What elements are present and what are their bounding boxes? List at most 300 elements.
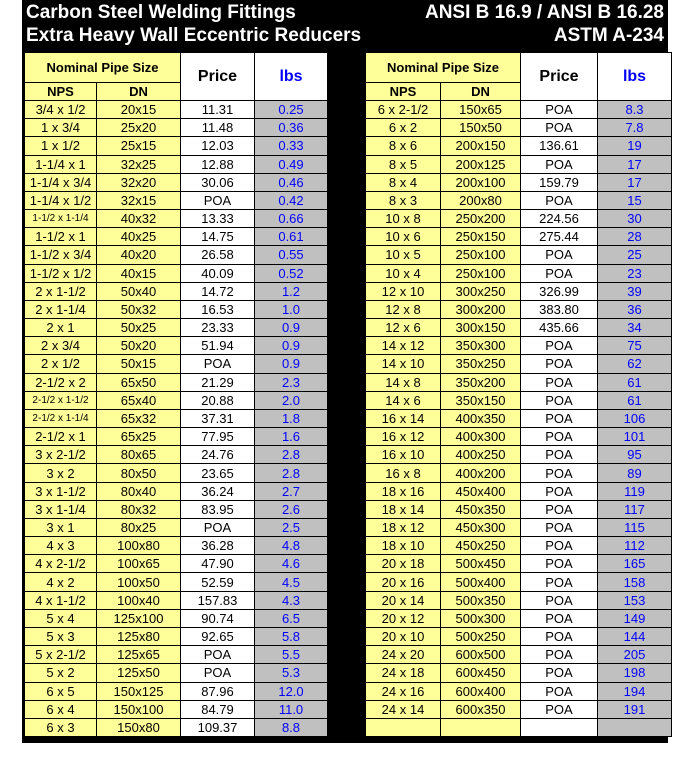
table-row [25, 300, 328, 318]
table-row [25, 409, 328, 427]
nps-cell: 16 x 12 [366, 428, 441, 446]
table-row [25, 464, 328, 482]
table-row [25, 664, 328, 682]
table-row [366, 555, 672, 573]
dn-cell: 40x15 [97, 264, 181, 282]
lbs-cell: 5.8 [255, 627, 328, 645]
nps-cell: 6 x 2 [366, 119, 441, 137]
price-cell: 12.88 [181, 155, 255, 173]
dn-cell: 150x125 [97, 682, 181, 700]
table-row [366, 246, 672, 264]
left-price-table [24, 52, 328, 737]
price-cell: POA [181, 518, 255, 536]
price-cell: 224.56 [521, 210, 598, 228]
lbs-cell: 0.9 [255, 319, 328, 337]
lbs-cell: 7.8 [598, 119, 672, 137]
dn-cell: 500x300 [441, 609, 521, 627]
table-row [366, 155, 672, 173]
table-row [366, 446, 672, 464]
dn-cell: 600x400 [441, 682, 521, 700]
nps-cell: 2-1/2 x 1-1/2 [25, 391, 97, 409]
nps-cell: 24 x 20 [366, 646, 441, 664]
price-cell: 23.65 [181, 464, 255, 482]
lbs-cell: 0.9 [255, 337, 328, 355]
lbs-cell: 144 [598, 627, 672, 645]
dn-cell: 500x350 [441, 591, 521, 609]
price-cell: POA [521, 482, 598, 500]
lbs-cell: 112 [598, 537, 672, 555]
nps-cell: 1 x 1/2 [25, 137, 97, 155]
nps-cell: 20 x 10 [366, 627, 441, 645]
lbs-cell: 8.8 [255, 718, 328, 736]
price-cell: 83.95 [181, 500, 255, 518]
table-row [25, 173, 328, 191]
nps-cell: 10 x 8 [366, 210, 441, 228]
nps-cell: 1-1/2 x 1/2 [25, 264, 97, 282]
nps-cell: 1-1/2 x 1 [25, 228, 97, 246]
price-cell: 30.06 [181, 173, 255, 191]
lbs-cell: 1.2 [255, 282, 328, 300]
nps-cell: 6 x 4 [25, 700, 97, 718]
nps-cell: 2-1/2 x 2 [25, 373, 97, 391]
dn-cell: 250x100 [441, 246, 521, 264]
lbs-cell: 2.3 [255, 373, 328, 391]
dn-cell: 40x25 [97, 228, 181, 246]
lbs-cell: 17 [598, 173, 672, 191]
dn-cell: 50x20 [97, 337, 181, 355]
lbs-cell: 149 [598, 609, 672, 627]
table-row [25, 518, 328, 536]
nps-cell: 8 x 4 [366, 173, 441, 191]
table-row [25, 500, 328, 518]
dn-cell: 600x350 [441, 700, 521, 718]
table-row [366, 228, 672, 246]
dn-cell: 80x65 [97, 446, 181, 464]
price-cell: 157.83 [181, 591, 255, 609]
lbs-cell: 165 [598, 555, 672, 573]
nps-cell: 3 x 1 [25, 518, 97, 536]
lbs-cell: 4.3 [255, 591, 328, 609]
table-row [366, 500, 672, 518]
lbs-cell: 12.0 [255, 682, 328, 700]
table-row [25, 627, 328, 645]
lbs-cell: 61 [598, 373, 672, 391]
dn-cell: 125x80 [97, 627, 181, 645]
price-cell: 90.74 [181, 609, 255, 627]
price-cell: POA [521, 191, 598, 209]
dn-cell: 350x300 [441, 337, 521, 355]
nps-cell: 2 x 1 [25, 319, 97, 337]
nps-cell: 3 x 1-1/2 [25, 482, 97, 500]
nps-cell: 24 x 18 [366, 664, 441, 682]
table-row [366, 337, 672, 355]
dn-cell: 32x15 [97, 191, 181, 209]
nps-cell: 3/4 x 1/2 [25, 101, 97, 119]
dn-cell: 25x15 [97, 137, 181, 155]
dn-cell: 350x200 [441, 373, 521, 391]
nps-cell: 8 x 3 [366, 191, 441, 209]
lbs-cell: 89 [598, 464, 672, 482]
price-cell: POA [181, 191, 255, 209]
price-cell: 36.28 [181, 537, 255, 555]
nps-cell: 1-1/4 x 1/2 [25, 191, 97, 209]
price-cell: 47.90 [181, 555, 255, 573]
dn-cell: 350x250 [441, 355, 521, 373]
nps-cell: 4 x 3 [25, 537, 97, 555]
dn-cell: 300x250 [441, 282, 521, 300]
price-cell: POA [521, 518, 598, 536]
lbs-cell: 198 [598, 664, 672, 682]
dn-cell: 125x50 [97, 664, 181, 682]
lbs-cell: 117 [598, 500, 672, 518]
nps-cell: 2-1/2 x 1-1/4 [25, 409, 97, 427]
dn-cell: 500x400 [441, 573, 521, 591]
dn-cell: 65x40 [97, 391, 181, 409]
lbs-cell: 0.42 [255, 191, 328, 209]
dn-cell: 50x32 [97, 300, 181, 318]
header-bar [22, 0, 668, 48]
table-row [25, 210, 328, 228]
lbs-cell: 2.5 [255, 518, 328, 536]
nps-cell: 24 x 14 [366, 700, 441, 718]
dn-cell: 125x100 [97, 609, 181, 627]
table-row [25, 355, 328, 373]
table-row [25, 391, 328, 409]
price-cell: 24.76 [181, 446, 255, 464]
nps-header: NPS [366, 83, 441, 101]
table-row [366, 627, 672, 645]
dn-cell: 150x65 [441, 101, 521, 119]
lbs-cell: 1.6 [255, 428, 328, 446]
dn-cell: 50x15 [97, 355, 181, 373]
lbs-cell: 30 [598, 210, 672, 228]
lbs-cell: 191 [598, 700, 672, 718]
lbs-cell: 106 [598, 409, 672, 427]
price-cell: POA [521, 682, 598, 700]
nominal-size-header: Nominal Pipe Size [25, 53, 181, 83]
price-cell: POA [521, 591, 598, 609]
lbs-cell: 2.8 [255, 464, 328, 482]
nps-cell: 18 x 16 [366, 482, 441, 500]
nps-header: NPS [25, 83, 97, 101]
table-row [366, 119, 672, 137]
table-row [366, 173, 672, 191]
lbs-cell: 0.25 [255, 101, 328, 119]
dn-cell: 65x50 [97, 373, 181, 391]
lbs-cell: 61 [598, 391, 672, 409]
lbs-header: lbs [255, 53, 328, 101]
nps-cell: 4 x 1-1/2 [25, 591, 97, 609]
lbs-cell: 0.55 [255, 246, 328, 264]
lbs-cell: 115 [598, 518, 672, 536]
lbs-cell: 28 [598, 228, 672, 246]
dn-cell: 600x500 [441, 646, 521, 664]
price-cell: POA [181, 664, 255, 682]
dn-cell: 400x350 [441, 409, 521, 427]
nps-cell: 6 x 3 [25, 718, 97, 736]
dn-cell: 450x250 [441, 537, 521, 555]
price-cell: POA [521, 409, 598, 427]
nps-cell: 12 x 6 [366, 319, 441, 337]
nps-cell: 24 x 16 [366, 682, 441, 700]
lbs-cell: 5.3 [255, 664, 328, 682]
price-cell: POA [521, 609, 598, 627]
dn-cell: 100x80 [97, 537, 181, 555]
lbs-cell: 0.36 [255, 119, 328, 137]
price-cell: 23.33 [181, 319, 255, 337]
table-row [366, 591, 672, 609]
dn-cell: 100x40 [97, 591, 181, 609]
nps-cell: 12 x 8 [366, 300, 441, 318]
price-header: Price [521, 53, 598, 101]
dn-cell: 200x100 [441, 173, 521, 191]
price-cell: POA [181, 355, 255, 373]
nps-cell: 12 x 10 [366, 282, 441, 300]
price-cell: 84.79 [181, 700, 255, 718]
right-price-table [365, 52, 672, 737]
table-row [366, 609, 672, 627]
table-row [25, 591, 328, 609]
lbs-cell: 2.8 [255, 446, 328, 464]
table-row [366, 391, 672, 409]
nps-cell: 14 x 12 [366, 337, 441, 355]
dn-cell: 450x350 [441, 500, 521, 518]
dn-cell: 450x300 [441, 518, 521, 536]
table-row [25, 482, 328, 500]
table-row [366, 282, 672, 300]
lbs-cell: 19 [598, 137, 672, 155]
lbs-cell: 0.46 [255, 173, 328, 191]
nps-cell: 16 x 10 [366, 446, 441, 464]
table-row [25, 446, 328, 464]
lbs-cell: 0.52 [255, 264, 328, 282]
dn-cell: 80x50 [97, 464, 181, 482]
nps-cell: 10 x 4 [366, 264, 441, 282]
nps-cell: 18 x 12 [366, 518, 441, 536]
price-cell: 21.29 [181, 373, 255, 391]
price-cell: POA [521, 246, 598, 264]
dn-cell: 250x100 [441, 264, 521, 282]
dn-cell: 200x80 [441, 191, 521, 209]
table-row [366, 264, 672, 282]
dn-cell: 400x200 [441, 464, 521, 482]
nps-cell: 2 x 1/2 [25, 355, 97, 373]
lbs-cell: 158 [598, 573, 672, 591]
price-cell: 275.44 [521, 228, 598, 246]
table-row [366, 664, 672, 682]
page-subtitle: Extra Heavy Wall Eccentric Reducers [26, 25, 362, 46]
price-cell: 109.37 [181, 718, 255, 736]
table-row [25, 609, 328, 627]
nps-cell: 2 x 1-1/2 [25, 282, 97, 300]
dn-cell: 450x400 [441, 482, 521, 500]
nps-cell: 1-1/2 x 1-1/4 [25, 210, 97, 228]
nominal-size-header: Nominal Pipe Size [366, 53, 521, 83]
nps-cell: 3 x 2 [25, 464, 97, 482]
lbs-cell: 62 [598, 355, 672, 373]
price-cell: 11.31 [181, 101, 255, 119]
dn-cell: 65x25 [97, 428, 181, 446]
table-row [366, 355, 672, 373]
table-row [25, 537, 328, 555]
dn-cell: 400x300 [441, 428, 521, 446]
dn-cell: 250x200 [441, 210, 521, 228]
price-cell: POA [521, 555, 598, 573]
table-row [366, 191, 672, 209]
lbs-cell: 23 [598, 264, 672, 282]
table-row [25, 337, 328, 355]
nps-cell: 10 x 5 [366, 246, 441, 264]
dn-header: DN [441, 83, 521, 101]
table-row [366, 137, 672, 155]
price-cell: 435.66 [521, 319, 598, 337]
price-cell: POA [521, 391, 598, 409]
price-cell: POA [521, 646, 598, 664]
table-row [25, 373, 328, 391]
price-cell: 77.95 [181, 428, 255, 446]
nps-cell: 20 x 14 [366, 591, 441, 609]
nps-cell: 1-1/4 x 1 [25, 155, 97, 173]
lbs-cell: 5.5 [255, 646, 328, 664]
dn-cell: 150x50 [441, 119, 521, 137]
price-cell: POA [521, 101, 598, 119]
lbs-cell: 11.0 [255, 700, 328, 718]
nps-cell: 1-1/2 x 3/4 [25, 246, 97, 264]
lbs-cell: 205 [598, 646, 672, 664]
table-row [25, 319, 328, 337]
astm-label: ASTM A-234 [553, 25, 664, 46]
nps-cell: 20 x 12 [366, 609, 441, 627]
table-row [25, 246, 328, 264]
price-cell: 11.48 [181, 119, 255, 137]
lbs-cell: 0.9 [255, 355, 328, 373]
lbs-cell: 1.0 [255, 300, 328, 318]
price-cell: 326.99 [521, 282, 598, 300]
table-row [25, 101, 328, 119]
table-row [366, 300, 672, 318]
dn-cell: 150x100 [97, 700, 181, 718]
table-row [25, 428, 328, 446]
dn-cell: 200x150 [441, 137, 521, 155]
nps-cell: 6 x 5 [25, 682, 97, 700]
nps-cell: 1-1/4 x 3/4 [25, 173, 97, 191]
price-cell: 136.61 [521, 137, 598, 155]
price-cell: 40.09 [181, 264, 255, 282]
table-row [366, 537, 672, 555]
nps-cell: 5 x 3 [25, 627, 97, 645]
lbs-cell: 153 [598, 591, 672, 609]
table-row [366, 319, 672, 337]
price-cell: POA [521, 373, 598, 391]
table-row [366, 646, 672, 664]
price-cell: POA [521, 355, 598, 373]
nps-cell: 5 x 2 [25, 664, 97, 682]
dn-cell: 500x450 [441, 555, 521, 573]
dn-cell [441, 718, 521, 736]
price-cell: POA [521, 337, 598, 355]
lbs-cell: 39 [598, 282, 672, 300]
price-cell: POA [521, 573, 598, 591]
table-row [25, 700, 328, 718]
nps-cell: 8 x 5 [366, 155, 441, 173]
nps-cell: 3 x 2-1/2 [25, 446, 97, 464]
dn-cell: 80x32 [97, 500, 181, 518]
price-cell: 159.79 [521, 173, 598, 191]
dn-header: DN [97, 83, 181, 101]
table-row [366, 682, 672, 700]
lbs-cell: 6.5 [255, 609, 328, 627]
nps-cell: 18 x 14 [366, 500, 441, 518]
price-cell: 87.96 [181, 682, 255, 700]
nps-cell: 5 x 4 [25, 609, 97, 627]
lbs-cell: 119 [598, 482, 672, 500]
dn-cell: 125x65 [97, 646, 181, 664]
lbs-cell: 17 [598, 155, 672, 173]
nps-cell: 2 x 1-1/4 [25, 300, 97, 318]
price-cell: 36.24 [181, 482, 255, 500]
nps-cell: 20 x 16 [366, 573, 441, 591]
price-cell: 92.65 [181, 627, 255, 645]
price-cell: POA [521, 428, 598, 446]
lbs-cell: 4.6 [255, 555, 328, 573]
price-cell: POA [521, 119, 598, 137]
nps-cell: 18 x 10 [366, 537, 441, 555]
nps-cell: 4 x 2 [25, 573, 97, 591]
table-row [25, 155, 328, 173]
table-row [366, 718, 672, 736]
price-cell: 52.59 [181, 573, 255, 591]
lbs-cell: 101 [598, 428, 672, 446]
dn-cell: 40x32 [97, 210, 181, 228]
nps-cell: 14 x 6 [366, 391, 441, 409]
lbs-cell: 36 [598, 300, 672, 318]
lbs-cell: 2.7 [255, 482, 328, 500]
table-row [25, 718, 328, 736]
lbs-cell: 95 [598, 446, 672, 464]
price-cell: 13.33 [181, 210, 255, 228]
price-cell: 37.31 [181, 409, 255, 427]
lbs-cell: 25 [598, 246, 672, 264]
dn-cell: 100x50 [97, 573, 181, 591]
price-cell: 16.53 [181, 300, 255, 318]
price-cell: POA [521, 700, 598, 718]
dn-cell: 300x200 [441, 300, 521, 318]
table-row [366, 573, 672, 591]
lbs-cell: 4.5 [255, 573, 328, 591]
lbs-cell: 75 [598, 337, 672, 355]
dn-cell: 400x250 [441, 446, 521, 464]
price-cell: 383.80 [521, 300, 598, 318]
nps-cell: 4 x 2-1/2 [25, 555, 97, 573]
dn-cell: 25x20 [97, 119, 181, 137]
nps-cell [366, 718, 441, 736]
lbs-cell: 0.66 [255, 210, 328, 228]
nps-cell: 14 x 10 [366, 355, 441, 373]
price-cell: POA [521, 627, 598, 645]
price-cell: 12.03 [181, 137, 255, 155]
nps-cell: 20 x 18 [366, 555, 441, 573]
table-row [25, 119, 328, 137]
dn-cell: 40x20 [97, 246, 181, 264]
table-row [25, 264, 328, 282]
lbs-cell: 4.8 [255, 537, 328, 555]
price-cell: 51.94 [181, 337, 255, 355]
nps-cell: 8 x 6 [366, 137, 441, 155]
table-row [25, 191, 328, 209]
dn-cell: 50x40 [97, 282, 181, 300]
dn-cell: 200x125 [441, 155, 521, 173]
lbs-cell: 0.33 [255, 137, 328, 155]
